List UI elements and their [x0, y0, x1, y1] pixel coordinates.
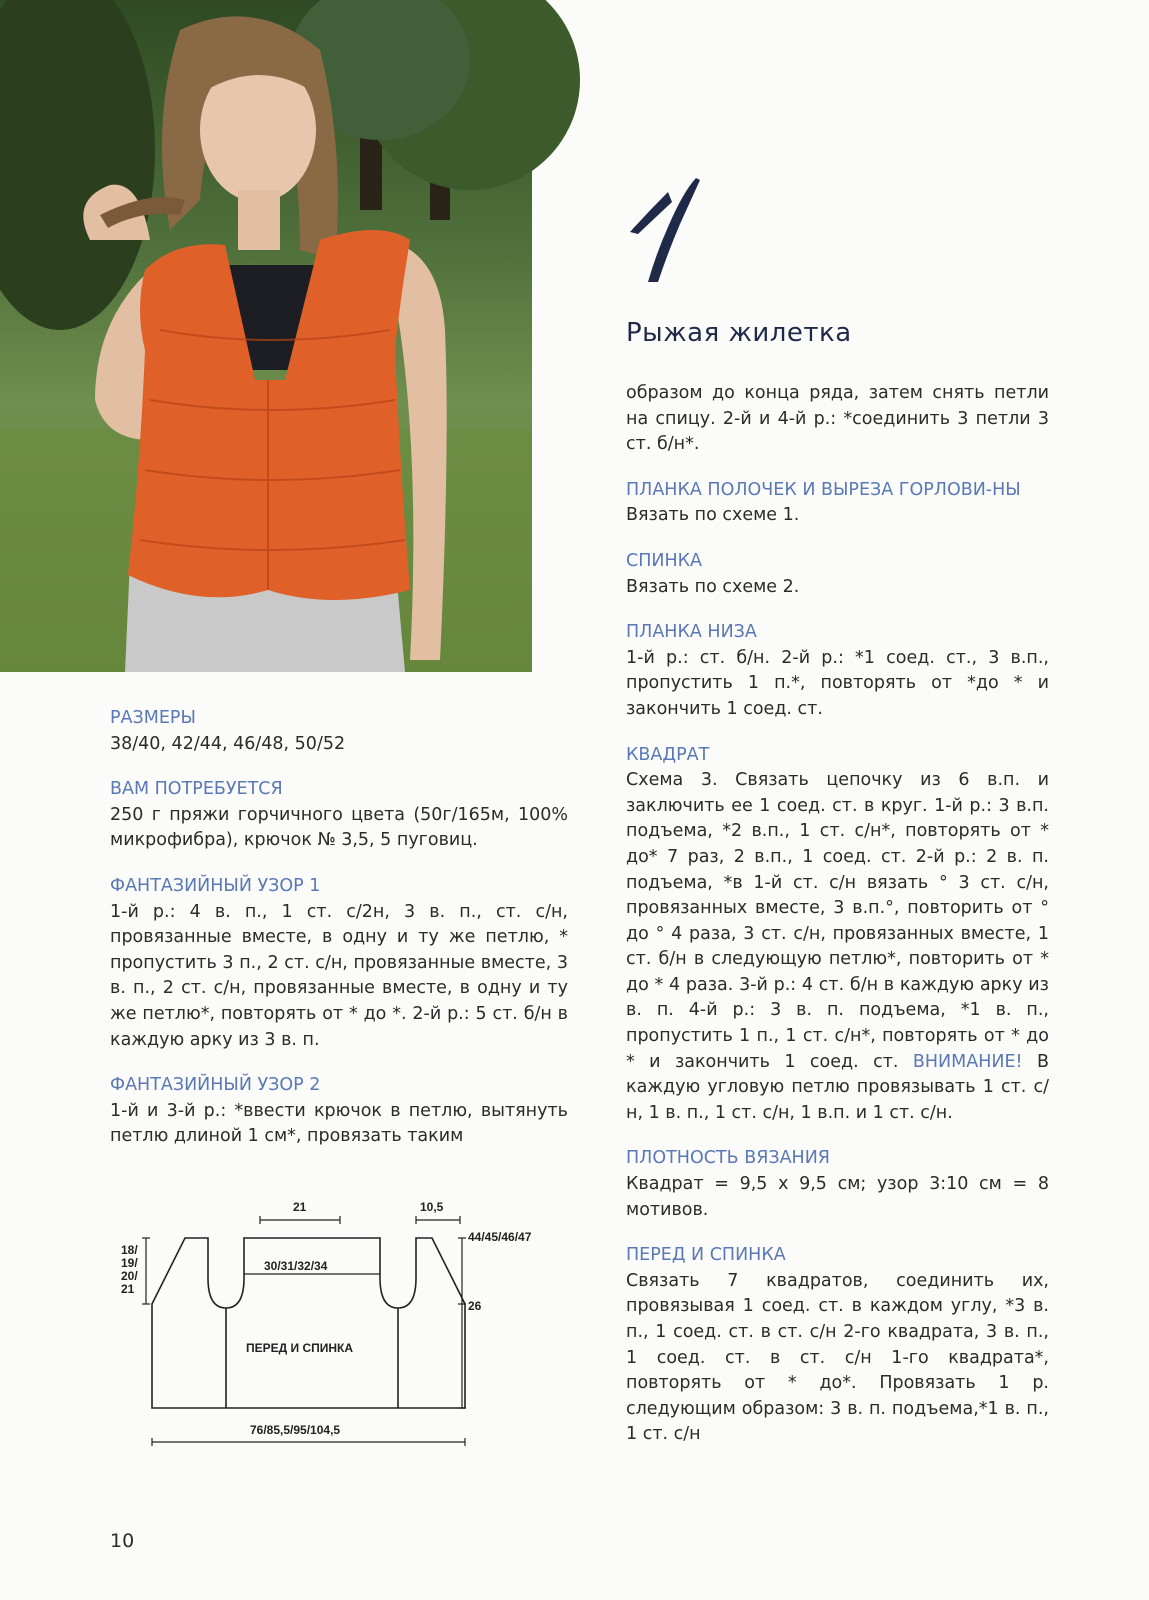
- diagram-armhole-2: 19/: [121, 1256, 138, 1270]
- diagram-neck-width: 30/31/32/34: [264, 1259, 328, 1273]
- page-title: Рыжая жилетка: [626, 318, 852, 348]
- square-text: Схема 3. Связать цепочку из 6 в.п. и заключить ее 1 соед. ст. в круг. 1-й р.: 3 в.п. подъема, *2 в.п., 1 ст. с/н*, повторять от * до* 7 раз, 2 в.п., 1 соед. ст. 2-й р.: 2 в. п. подъема, *в 1-й ст. с/н вязать ° 3 ст. с/н, провязанных вместе, 3 в.п.°, повторить от ° до ° 4 раза, 3 ст. с/н, провязанных вместе, 1 ст. б/н в следующую петлю*, повторить от * до * 4 раза. 3-й р.: 4 ст. б/н в каждую арку из в. п. 4-й р.: 3 в. п. подъема, *1 в. п., пропустить 1 п., 1 ст. с/н*, повторять от * до * и закончить 1 соед. ст. ВНИМАНИЕ! В каждую угловую петлю провязывать 1 ст. с/н, 1 в. п., 1 ст. с/н, 1 в.п. и 1 ст. с/н.: [626, 770, 1049, 1123]
- sizes-text: 38/40, 42/44, 46/48, 50/52: [110, 733, 346, 754]
- density-heading: ПЛОТНОСТЬ ВЯЗАНИЯ: [626, 1148, 830, 1169]
- back-text: Вязать по схеме 2.: [626, 576, 800, 597]
- diagram-shoulder: 10,5: [420, 1200, 444, 1214]
- intro-text: образом до конца ряда, затем снять петли на спицу. 2-й и 4-й р.: *соединить 3 петли 3 ст. б/н*.: [626, 383, 1049, 455]
- diagram-neck-top: 21: [293, 1200, 307, 1214]
- pattern1-heading: ФАНТАЗИЙНЫЙ УЗОР 1: [110, 875, 321, 896]
- plank-front-heading: ПЛАНКА ПОЛОЧЕК И ВЫРЕЗА ГОРЛОВИ-НЫ: [626, 479, 1021, 500]
- back-heading: СПИНКА: [626, 550, 703, 571]
- sizes-heading: РАЗМЕРЫ: [110, 708, 196, 728]
- density-text: Квадрат = 9,5 х 9,5 см; узор 3:10 см = 8 мотивов.: [626, 1174, 1049, 1220]
- left-column: [110, 706, 568, 1170]
- diagram-total-height: 44/45/46/47: [468, 1230, 532, 1244]
- materials-heading: ВАМ ПОТРЕБУЕТСЯ: [110, 779, 283, 800]
- diagram-armhole-3: 20/: [121, 1269, 138, 1283]
- materials-text: 250 г пряжи горчичного цвета (50г/165м, 100% микрофибра), крючок № 3,5, 5 пуговиц.: [110, 804, 568, 851]
- diagram-label: ПЕРЕД И СПИНКА: [246, 1341, 354, 1355]
- diagram-armhole-1: 18/: [121, 1243, 138, 1257]
- diagram-width: 76/85,5/95/104,5: [250, 1423, 341, 1437]
- front-back-heading: ПЕРЕД И СПИНКА: [626, 1245, 786, 1266]
- diagram-armhole-4: 21: [121, 1282, 135, 1296]
- diagram-body-height: 26: [468, 1299, 482, 1313]
- plank-front-text: Вязать по схеме 1.: [626, 505, 800, 526]
- garment-diagram: [110, 1200, 580, 1461]
- pattern2-text: 1-й и 3-й р.: *ввести крючок в петлю, вытянуть петлю длиной 1 см*, провязать таким: [110, 1100, 568, 1147]
- pattern-number: [628, 172, 708, 296]
- pattern1-text: 1-й р.: 4 в. п., 1 ст. с/2н, 3 в. п., ст. с/н, провязанные вместе, в одну и ту же петлю, * пропустить 3 п., 2 ст. с/н, провязанные вместе, 3 в. п., 2 ст. с/н, провязанные вместе, в одну и ту же петлю*, повторять от * до *. 2-й р.: 5 ст. б/н в каждую арку из 3 в. п.: [110, 901, 568, 1050]
- right-column: [626, 381, 1049, 1468]
- plank-bottom-heading: ПЛАНКА НИЗА: [626, 622, 757, 643]
- square-heading: КВАДРАТ: [626, 744, 710, 765]
- photo-woman-in-orange-crochet-vest-icon: [0, 0, 532, 672]
- front-back-text: Связать 7 квадратов, соединить их, провязывая 1 соед. ст. в каждом углу, *3 в. п., 1 соед. ст. в ст. с/н 2-го квадрата, 3 в. п., 1 соед. ст. в ст. с/н 1-го квадрата*, повторять от * до*. Провязать 1 р. следующим образом: 3 в. п. подъема,*1 в. п., 1 ст. с/н: [626, 1270, 1049, 1445]
- plank-bottom-text: 1-й р.: ст. б/н. 2-й р.: *1 соед. ст., 3 в.п., пропустить 1 п.*, повторять от *до * и закончить 1 соед. ст.: [626, 647, 1049, 719]
- page-number: 10: [110, 1530, 135, 1552]
- attention-label: ВНИМАНИЕ!: [912, 1051, 1023, 1072]
- pattern2-heading: ФАНТАЗИЙНЫЙ УЗОР 2: [110, 1075, 321, 1096]
- model-photo: [0, 0, 532, 672]
